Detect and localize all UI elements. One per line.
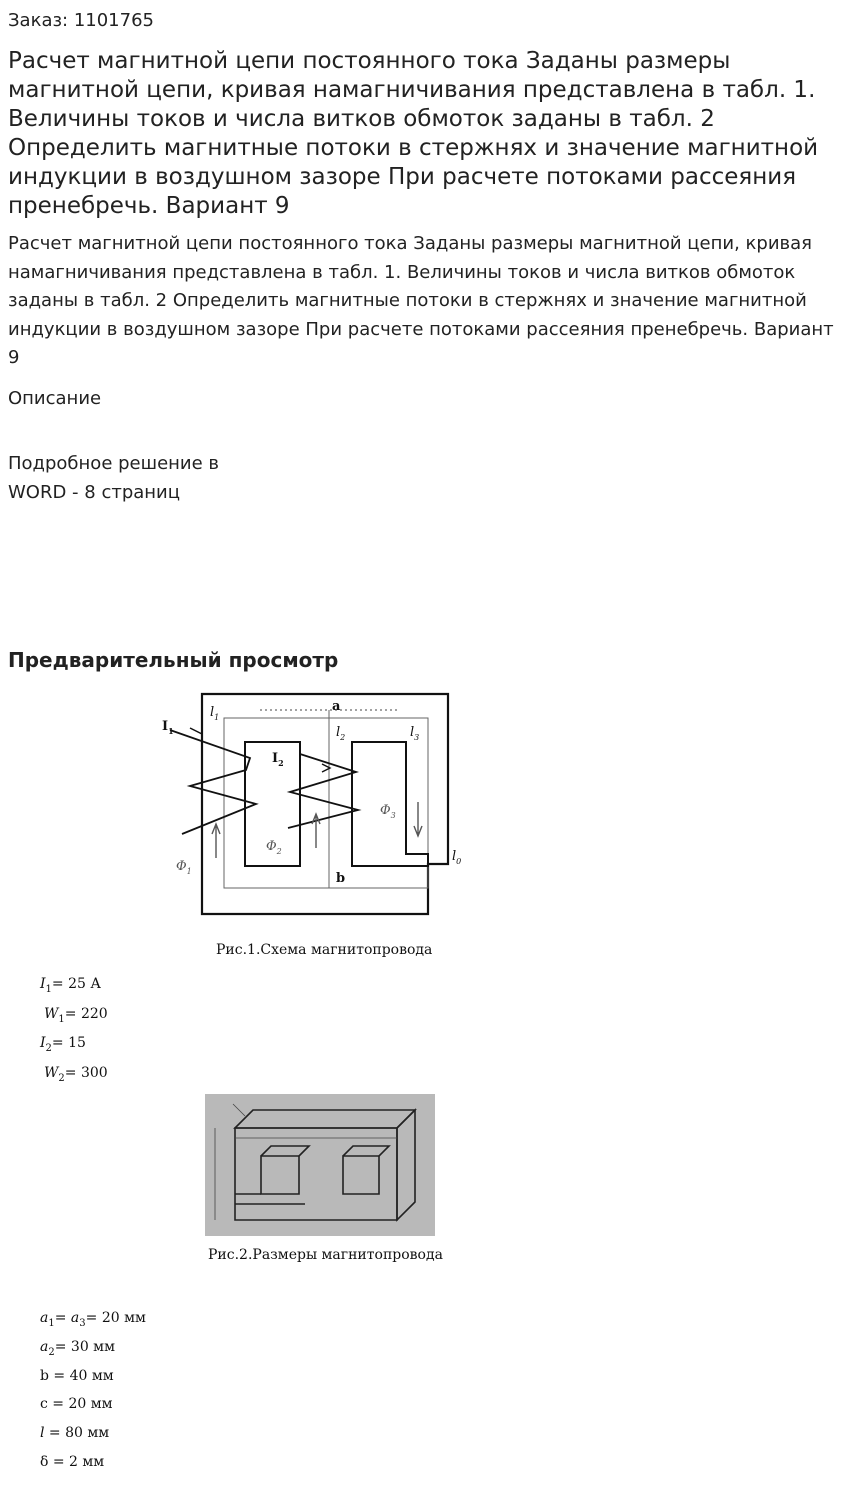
param-W2: $W_2= 300$: [44, 1065, 108, 1084]
coil-1: [170, 730, 256, 834]
param-a1-a3: $a_1= a_3= 20$ мм: [40, 1310, 146, 1329]
preview-heading: Предварительный просмотр: [8, 648, 339, 672]
label-phi2: $\Phi_2$: [266, 839, 282, 856]
param-c: c = 20 мм: [40, 1396, 113, 1412]
label-b: b: [336, 871, 346, 886]
param-I1: $I_1= 25$ А: [40, 976, 101, 995]
flux-arrow-1: [212, 824, 220, 858]
label-phi1: $\Phi_1$: [176, 859, 192, 876]
solution-detail: [8, 450, 219, 507]
label-phi3: $\Phi_3$: [380, 803, 396, 820]
label-a: a: [332, 699, 341, 714]
core-dimensions-photo: [205, 1094, 435, 1236]
order-number: Заказ: 1101765: [8, 10, 154, 31]
label-l0: $l_0$: [452, 849, 462, 866]
param-W1: $W_1= 220$: [44, 1006, 108, 1025]
page-title: Расчет магнитной цепи постоянного тока Заданы размеры магнитной цепи, кривая намагничивания представлена в табл. 1. Величины токов и числа витков обмоток заданы в табл. 2 Определить магнитные потоки в стержнях и значение магнитной индукции в воздушном зазоре При расчете потоками рассеяния пренебречь. Вариант 9: [8, 48, 819, 219]
param-I2: $I_2= 15$: [40, 1035, 86, 1054]
section-description-heading: Описание: [8, 388, 102, 409]
param-l: l = 80 мм: [40, 1425, 110, 1441]
figure-1-caption: Рис.1.Схема магнитопровода: [216, 942, 433, 958]
param-b: b = 40 мм: [40, 1368, 114, 1384]
detail-line-2: WORD - 8 страниц: [8, 481, 181, 503]
detail-line-1: Подробное решение в: [8, 453, 220, 474]
figure-2-caption: Рис.2.Размеры магнитопровода: [208, 1247, 443, 1263]
core-dimensions-sketch: [205, 1094, 435, 1236]
flux-arrow-3: [414, 802, 422, 836]
magnetic-circuit-diagram: [160, 688, 480, 928]
label-l3: $l_3$: [410, 725, 420, 742]
flux-arrow-2: [312, 814, 320, 848]
label-l1: $l_1$: [210, 705, 220, 722]
param-a2: $a_2= 30$ мм: [40, 1339, 115, 1358]
label-I1: $I_1$: [162, 719, 174, 736]
label-l2: $l_2$: [336, 725, 346, 742]
label-I2: $I_2$: [272, 751, 284, 768]
param-delta: δ = 2 мм: [40, 1454, 105, 1470]
description: Расчет магнитной цепи постоянного тока Заданы размеры магнитной цепи, кривая намагничивания представлена в табл. 1. Величины токов и числа витков обмоток заданы в табл. 2 Определить магнитные потоки в стержнях и значение магнитной индукции в воздушном зазоре При расчете потоками рассеяния пренебречь. Вариант 9: [8, 233, 834, 369]
